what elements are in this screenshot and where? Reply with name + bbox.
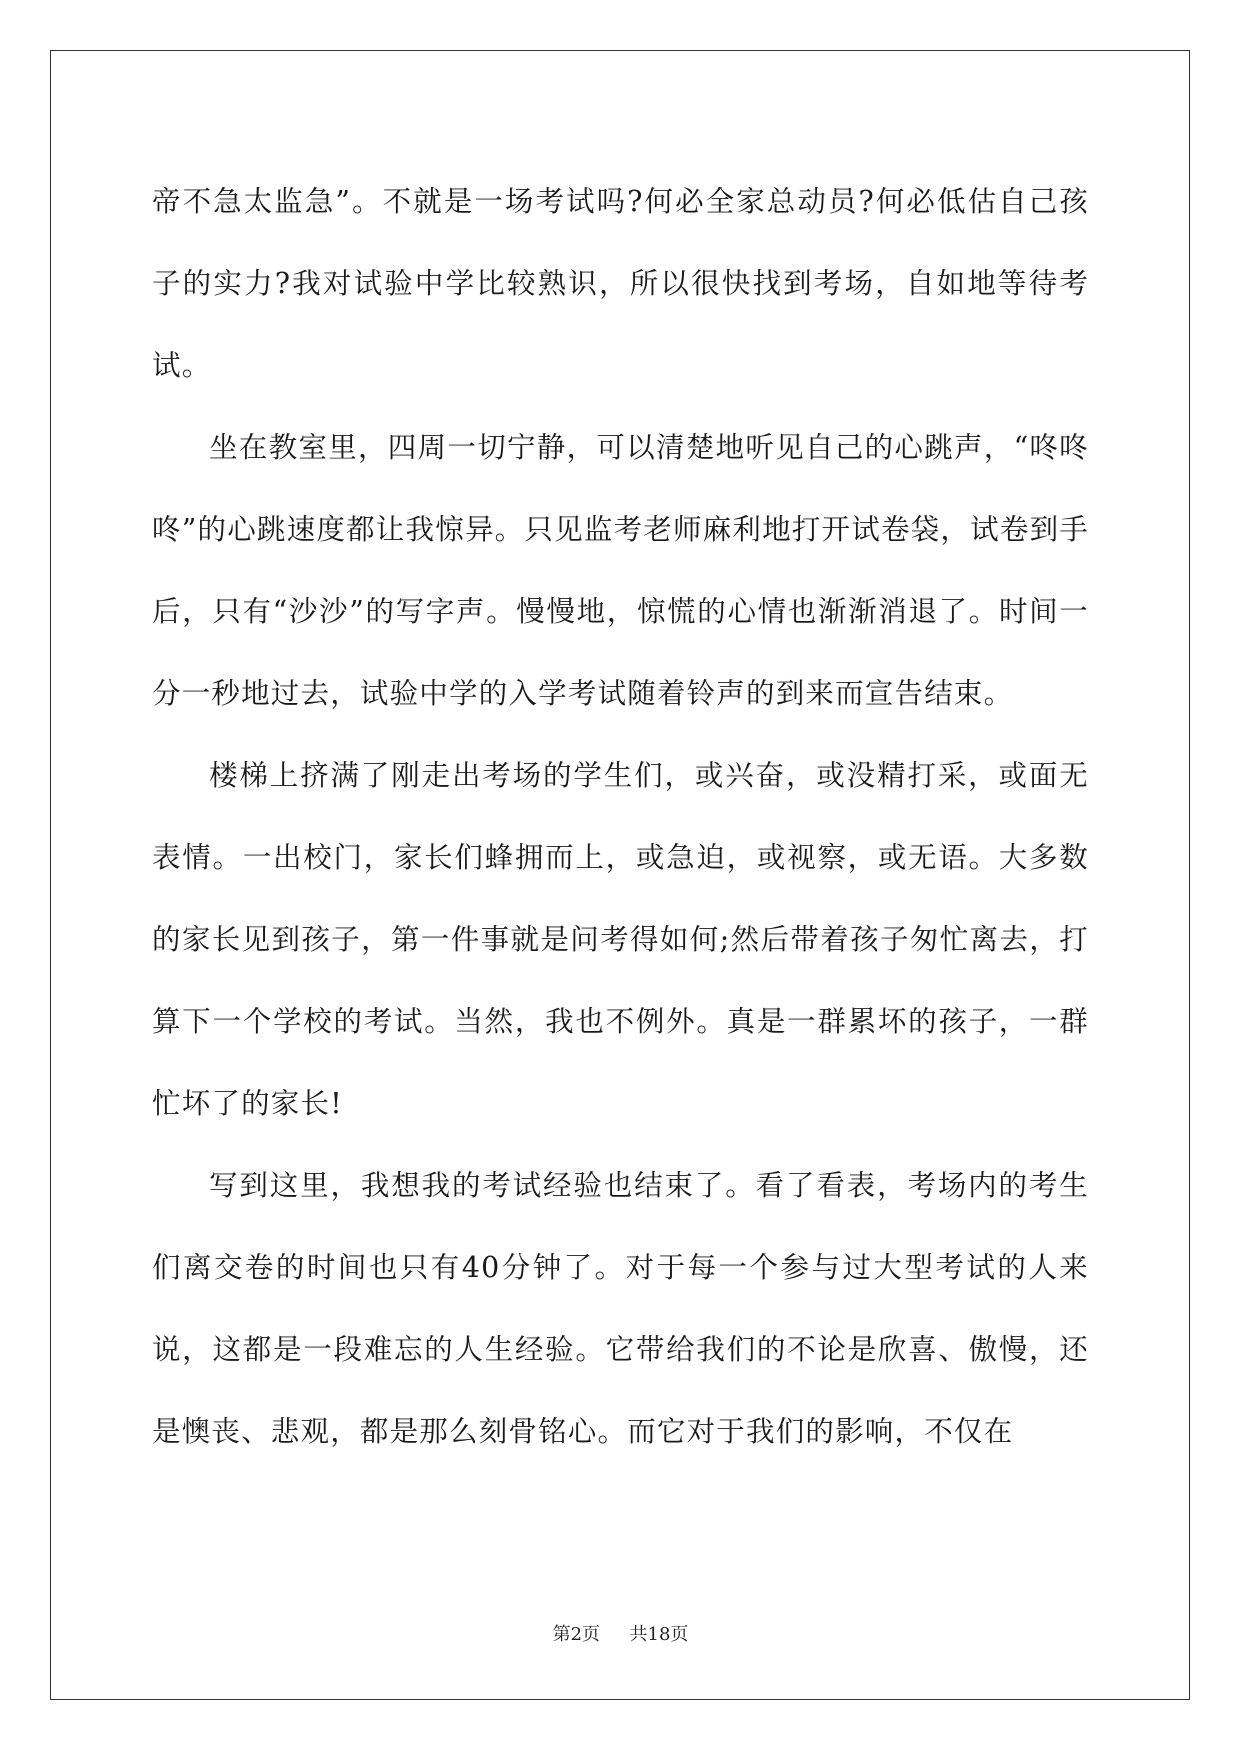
paragraph: 帝不急太监急”。不就是一场考试吗?何必全家总动员?何必低估自己孩子的实力?我对试验中学比较熟识，所以很快找到考场，自如地等待考试。 — [152, 185, 1089, 382]
paragraph: 写到这里，我想我的考试经验也结束了。看了看表，考场内的考生们离交卷的时间也只有40分钟了。对于每一个参与过大型考试的人来说，这都是一段难忘的人生经验。它带给我们的不论是欣喜、傲慢，还是懊丧、悲观，都是那么刻骨铭心。而它对于我们的影响，不仅在 — [152, 1169, 1089, 1448]
page-footer — [0, 1620, 1241, 1646]
document-body — [152, 161, 1089, 1473]
paragraph: 坐在教室里，四周一切宁静，可以清楚地听见自己的心跳声，“咚咚咚”的心跳速度都让我惊异。只见监考老师麻利地打开试卷袋，试卷到手后，只有“沙沙”的写字声。慢慢地，惊慌的心情也渐渐消退了。时间一分一秒地过去，试验中学的入学考试随着铃声的到来而宣告结束。 — [152, 431, 1089, 710]
page-total: 共18页 — [629, 1624, 689, 1645]
paragraph: 楼梯上挤满了刚走出考场的学生们，或兴奋，或没精打采，或面无表情。一出校门，家长们蜂拥而上，或急迫，或视察，或无语。大多数的家长见到孩子，第一件事就是问考得如何;然后带着孩子匆忙离去，打算下一个学校的考试。当然，我也不例外。真是一群累坏的孩子，一群忙坏了的家长! — [152, 759, 1089, 1120]
page-number: 第2页 — [552, 1624, 601, 1645]
